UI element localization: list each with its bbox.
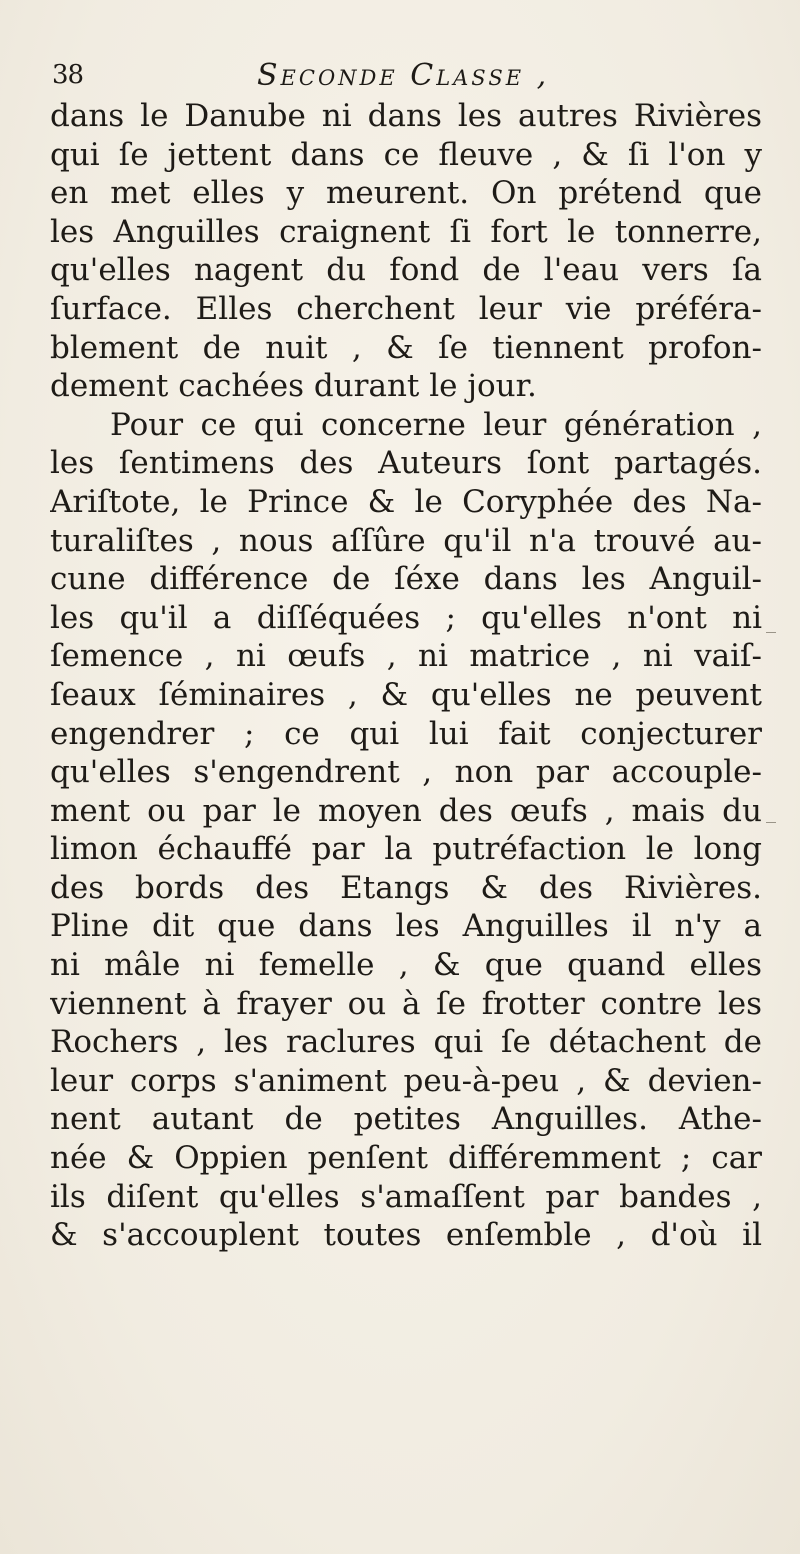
margin-mark <box>766 632 776 633</box>
text-line: ſemence , ni œufs , ni matrice , ni vaiſ- <box>50 638 762 675</box>
page-header <box>52 60 752 100</box>
text-line: ſurface. Elles cherchent leur vie préféra- <box>50 290 762 327</box>
text-line: qu'elles nagent du fond de l'eau vers ſa <box>50 252 762 289</box>
text-line: en met elles y meurent. On prétend que <box>50 175 762 212</box>
text-line: Pour ce qui concerne leur génération , <box>110 406 762 443</box>
text-line: ils diſent qu'elles s'amaſſent par bandes , <box>50 1178 762 1215</box>
text-line: viennent à frayer ou à ſe frotter contre les <box>50 985 762 1022</box>
text-line: ni mâle ni femelle , & que quand elles <box>50 947 762 984</box>
text-line: Pline dit que dans les Anguilles il n'y a <box>50 908 762 945</box>
text-line: qu'elles s'engendrent , non par accouple- <box>50 754 762 791</box>
text-line: les qu'il a diſſéquées ; qu'elles n'ont ni <box>50 599 762 636</box>
text-line: Rochers , les raclures qui ſe détachent de <box>50 1024 762 1061</box>
text-line: des bords des Etangs & des Rivières. <box>50 869 762 906</box>
text-line: ment ou par le moyen des œufs , mais du <box>50 792 762 829</box>
text-line: cune différence de ſéxe dans les Anguil- <box>50 561 762 598</box>
text-line: leur corps s'animent peu-à-peu , & devien- <box>50 1062 762 1099</box>
text-line: Ariſtote, le Prince & le Coryphée des Na- <box>50 483 762 520</box>
text-line: ſeaux ſéminaires , & qu'elles ne peuvent <box>50 676 762 713</box>
text-line: les Anguilles craignent ſi fort le tonnerre, <box>50 213 762 250</box>
text-line: les ſentimens des Auteurs ſont partagés. <box>50 445 762 482</box>
text-line: blement de nuit , & ſe tiennent profon- <box>50 329 762 366</box>
text-line: dans le Danube ni dans les autres Rivières <box>50 98 762 134</box>
margin-mark <box>766 822 776 823</box>
text-line: qui ſe jettent dans ce fleuve , & ſi l'on y <box>50 136 762 173</box>
running-title: Seconde Classe , <box>257 58 550 93</box>
text-line: & s'accouplent toutes enſemble , d'où il <box>50 1217 762 1254</box>
page-number: 38 <box>52 60 84 90</box>
text-line: turaliſtes , nous aſſûre qu'il n'a trouvé au- <box>50 522 762 559</box>
text-line: limon échauffé par la putréfaction le long <box>50 831 762 868</box>
body-text <box>50 97 762 1255</box>
text-line: nent autant de petites Anguilles. Athe- <box>50 1101 762 1138</box>
text-line: engendrer ; ce qui lui fait conjecturer <box>50 715 762 752</box>
text-line: née & Oppien penſent différemment ; car <box>50 1140 762 1177</box>
text-line: dement cachées durant le jour. <box>50 368 537 405</box>
